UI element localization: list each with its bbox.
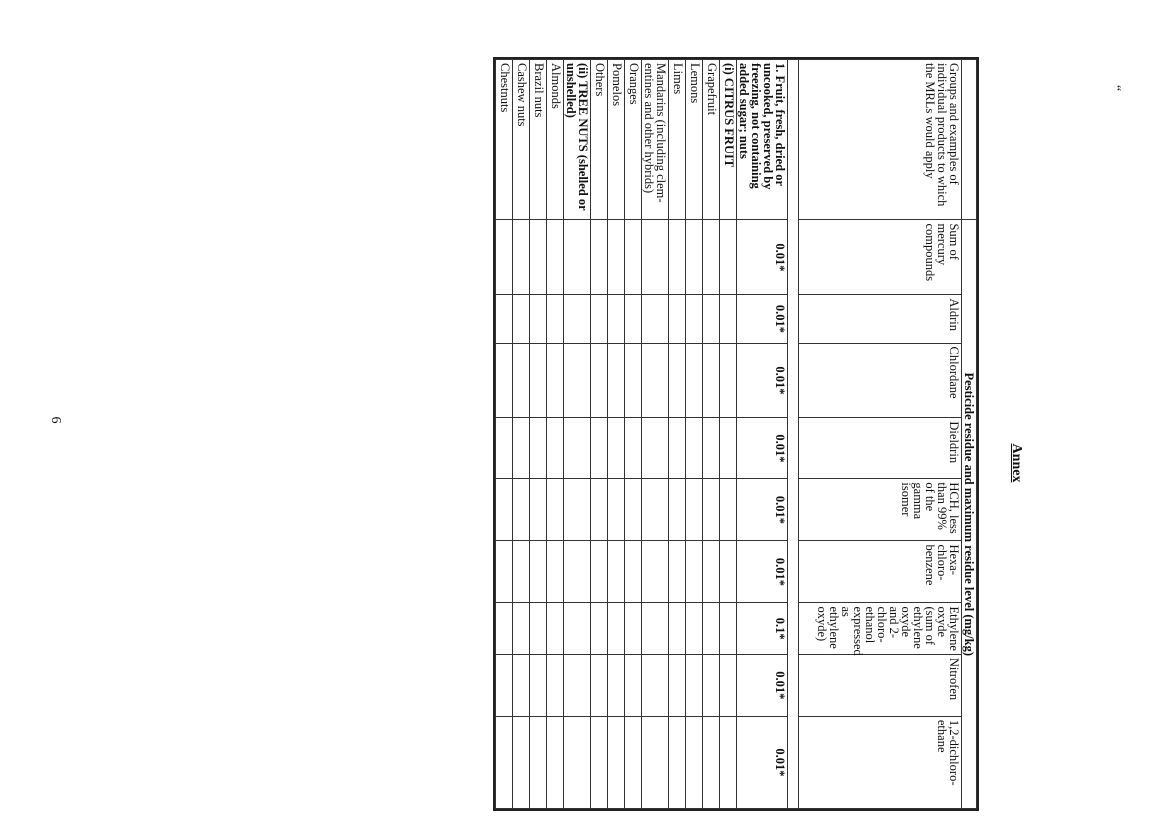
empty-cell — [625, 220, 642, 295]
empty-cell — [591, 220, 608, 295]
empty-cell — [669, 716, 686, 808]
mrl-value: 0.01* — [737, 220, 788, 295]
product-label: Lemons — [686, 60, 703, 220]
column-header: HCH, less than 99% of the gamma isomer — [799, 479, 962, 541]
empty-cell — [608, 220, 625, 295]
group-label: 1. Fruit, fresh, dried or uncooked, preserved by freezing, not containing added sugar; nuts — [737, 60, 788, 220]
mrl-value: 0.01* — [737, 418, 788, 479]
empty-cell — [669, 603, 686, 654]
empty-cell — [564, 220, 591, 295]
empty-cell — [496, 654, 513, 716]
empty-cell — [703, 343, 720, 418]
empty-cell — [530, 541, 547, 603]
empty-cell — [496, 716, 513, 808]
empty-cell — [642, 603, 669, 654]
empty-cell — [720, 295, 737, 343]
empty-cell — [669, 295, 686, 343]
product-label: Pomelos — [608, 60, 625, 220]
quote-mark: “ — [1108, 85, 1123, 92]
empty-cell — [608, 541, 625, 603]
empty-cell — [703, 418, 720, 479]
empty-cell — [513, 220, 530, 295]
empty-cell — [513, 418, 530, 479]
table-row — [703, 60, 720, 809]
empty-cell — [496, 418, 513, 479]
empty-cell — [608, 716, 625, 808]
empty-cell — [496, 220, 513, 295]
empty-cell — [530, 716, 547, 808]
empty-cell — [625, 418, 642, 479]
annex-title: Annex — [1009, 443, 1024, 483]
column-header: Ethylene oxyde (sum of ethylene oxyde and 2-chloro-ethanol expressed as ethylene oxyde) — [799, 603, 962, 654]
table-body — [496, 60, 737, 809]
mrl-value: 0.01* — [737, 479, 788, 541]
empty-cell — [608, 418, 625, 479]
empty-cell — [530, 418, 547, 479]
column-header: Sum of mercury compounds — [799, 220, 962, 295]
empty-cell — [642, 418, 669, 479]
empty-cell — [608, 654, 625, 716]
empty-cell — [547, 220, 564, 295]
empty-cell — [591, 541, 608, 603]
group-row — [737, 60, 788, 809]
empty-cell — [513, 343, 530, 418]
product-label: Oranges — [625, 60, 642, 220]
spacer-cell — [788, 60, 799, 809]
empty-cell — [608, 603, 625, 654]
empty-cell — [591, 295, 608, 343]
column-header: 1,2-dichloro-ethane — [799, 716, 962, 808]
empty-cell — [720, 343, 737, 418]
empty-cell — [669, 654, 686, 716]
empty-cell — [564, 295, 591, 343]
empty-cell — [608, 479, 625, 541]
empty-cell — [642, 343, 669, 418]
table-row — [625, 60, 642, 809]
empty-cell — [564, 654, 591, 716]
empty-cell — [625, 343, 642, 418]
empty-cell — [547, 654, 564, 716]
table-row — [720, 60, 737, 809]
empty-cell — [642, 541, 669, 603]
empty-cell — [564, 418, 591, 479]
empty-cell — [686, 418, 703, 479]
empty-cell — [669, 541, 686, 603]
empty-cell — [686, 479, 703, 541]
empty-cell — [547, 343, 564, 418]
product-label: Almonds — [547, 60, 564, 220]
empty-cell — [496, 541, 513, 603]
product-label: Mandarins (including clem-entines and other hybrids) — [642, 60, 669, 220]
product-label: Others — [591, 60, 608, 220]
empty-cell — [591, 603, 608, 654]
empty-cell — [496, 479, 513, 541]
empty-cell — [703, 541, 720, 603]
empty-cell — [564, 479, 591, 541]
empty-cell — [720, 541, 737, 603]
empty-cell — [547, 716, 564, 808]
product-label: Chestnuts — [496, 60, 513, 220]
table-row — [547, 60, 564, 809]
empty-cell — [720, 603, 737, 654]
empty-cell — [496, 343, 513, 418]
mrl-value: 0.1* — [737, 603, 788, 654]
empty-cell — [686, 220, 703, 295]
mrl-value: 0.01* — [737, 716, 788, 808]
empty-cell — [625, 716, 642, 808]
empty-cell — [642, 295, 669, 343]
empty-cell — [720, 654, 737, 716]
empty-cell — [625, 541, 642, 603]
empty-cell — [547, 541, 564, 603]
spacer-row — [788, 60, 799, 809]
table-super-header: Pesticide residue and maximum residue level (mg/kg) — [962, 220, 977, 809]
empty-cell — [530, 220, 547, 295]
product-label: (ii) TREE NUTS (shelled or unshelled) — [564, 60, 591, 220]
column-header-row — [799, 60, 962, 809]
empty-cell — [720, 220, 737, 295]
product-label: Limes — [669, 60, 686, 220]
product-label: (i) CITRUS FRUIT — [720, 60, 737, 220]
empty-cell — [642, 654, 669, 716]
mrl-value: 0.01* — [737, 343, 788, 418]
empty-cell — [703, 603, 720, 654]
empty-cell — [564, 603, 591, 654]
empty-cell — [591, 716, 608, 808]
empty-cell — [513, 654, 530, 716]
empty-cell — [530, 343, 547, 418]
empty-cell — [720, 716, 737, 808]
table-row — [686, 60, 703, 809]
empty-cell — [703, 716, 720, 808]
column-header: Dieldrin — [799, 418, 962, 479]
empty-cell — [547, 418, 564, 479]
empty-cell — [642, 479, 669, 541]
empty-cell — [703, 479, 720, 541]
empty-cell — [513, 541, 530, 603]
empty-cell — [530, 479, 547, 541]
empty-cell — [547, 479, 564, 541]
empty-cell — [564, 343, 591, 418]
column-header: Nitrofen — [799, 654, 962, 716]
empty-cell — [703, 654, 720, 716]
empty-cell — [669, 418, 686, 479]
product-label: Brazil nuts — [530, 60, 547, 220]
empty-cell — [547, 295, 564, 343]
empty-cell — [625, 654, 642, 716]
empty-cell — [591, 654, 608, 716]
mrl-value: 0.01* — [737, 541, 788, 603]
page-number: 6 — [48, 416, 63, 424]
mrl-value: 0.01* — [737, 654, 788, 716]
empty-cell — [591, 479, 608, 541]
empty-cell — [625, 603, 642, 654]
empty-cell — [720, 418, 737, 479]
empty-cell — [720, 479, 737, 541]
table-row — [608, 60, 625, 809]
empty-cell — [564, 541, 591, 603]
empty-cell — [513, 479, 530, 541]
empty-cell — [513, 603, 530, 654]
table-row — [513, 60, 530, 809]
column-header: Aldrin — [799, 295, 962, 343]
empty-cell — [513, 716, 530, 808]
empty-cell — [625, 479, 642, 541]
empty-cell — [591, 343, 608, 418]
empty-cell — [642, 716, 669, 808]
empty-cell — [703, 295, 720, 343]
empty-cell — [669, 220, 686, 295]
table-row — [591, 60, 608, 809]
col-group-header: Groups and examples of individual products to which the MRLs would apply — [799, 60, 962, 220]
empty-cell — [669, 479, 686, 541]
empty-cell — [686, 541, 703, 603]
header-spacer-cell — [962, 60, 977, 220]
product-label: Grapefruit — [703, 60, 720, 220]
table-row — [530, 60, 547, 809]
empty-cell — [496, 603, 513, 654]
empty-cell — [625, 295, 642, 343]
empty-cell — [686, 343, 703, 418]
empty-cell — [686, 603, 703, 654]
empty-cell — [591, 418, 608, 479]
empty-cell — [703, 220, 720, 295]
mrl-value: 0.01* — [737, 295, 788, 343]
empty-cell — [642, 220, 669, 295]
mrl-table — [493, 57, 979, 811]
empty-cell — [564, 716, 591, 808]
table-row — [496, 60, 513, 809]
empty-cell — [530, 603, 547, 654]
empty-cell — [686, 716, 703, 808]
table-row — [642, 60, 669, 809]
empty-cell — [686, 654, 703, 716]
empty-cell — [547, 603, 564, 654]
empty-cell — [608, 295, 625, 343]
table-row — [564, 60, 591, 809]
empty-cell — [513, 295, 530, 343]
empty-cell — [669, 343, 686, 418]
empty-cell — [608, 343, 625, 418]
column-header: Chlordane — [799, 343, 962, 418]
empty-cell — [496, 295, 513, 343]
empty-cell — [686, 295, 703, 343]
table-row — [669, 60, 686, 809]
empty-cell — [530, 654, 547, 716]
product-label: Cashew nuts — [513, 60, 530, 220]
empty-cell — [530, 295, 547, 343]
column-header: Hexa-chloro-benzene — [799, 541, 962, 603]
